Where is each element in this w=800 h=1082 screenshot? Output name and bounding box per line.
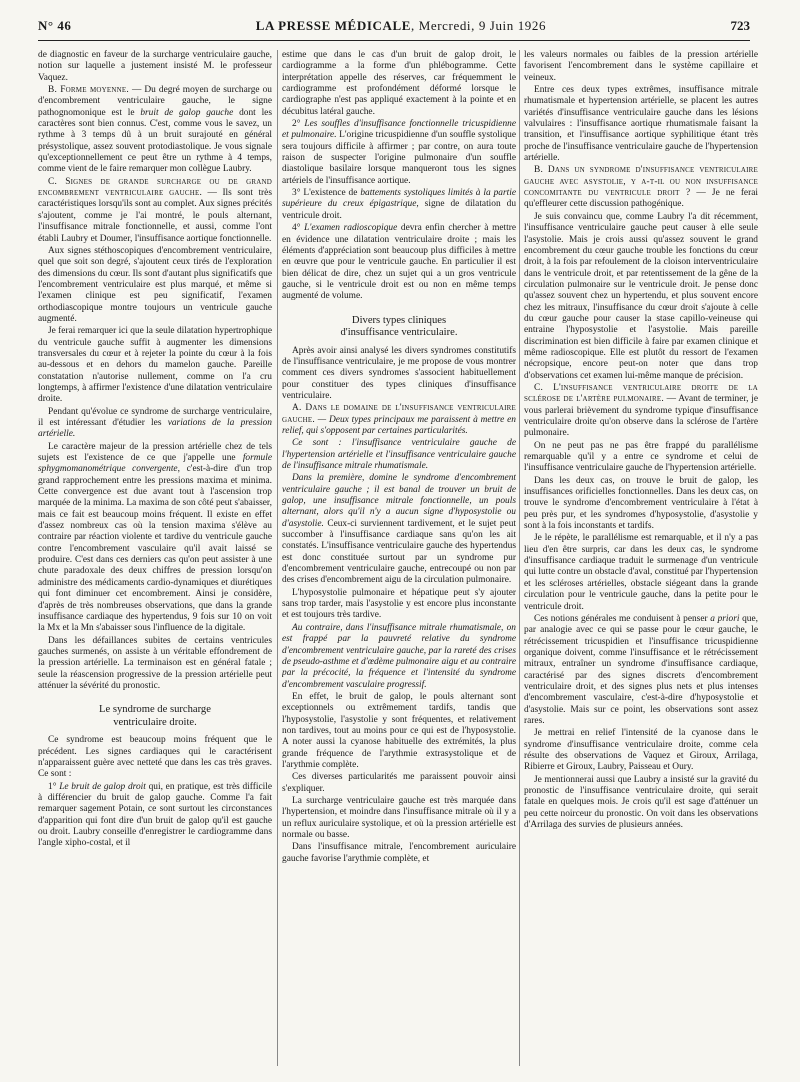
paragraph: Je mentionnerai aussi que Laubry a insisté sur la gravité du pronostic de l'insuffisance ventriculaire droite, qui serait fatale en quelques mois. Je crois qu'il est sage d'atténuer un peu cette noirceur du pronostic. On voit dans les observations d'Arrilaga des survies de plusieurs années. (524, 774, 758, 831)
emphasis: Ce sont : (292, 438, 352, 449)
paragraph: Dans les deux cas, on trouve le bruit de galop, les insuffisances orificielles fonctionnelles. Dans les deux cas, on trouve le syndrome d'encombrement ventriculaire à l'état à peu près pur, et les syndromes d'hyposystolie, d'asystolie y sont à la fois inconstants et tardifs. (524, 475, 758, 532)
page-number: 723 (730, 18, 750, 33)
paragraph: Après avoir ainsi analysé les divers syndromes constitutifs de l'insuffisance ventriculaire, je me propose de vous montrer comment ces divers syndromes s'associent habituellement pour constituer des types cliniques d'insuffisance ventriculaire. (282, 345, 516, 401)
text-run: 3° L'existence de (292, 188, 361, 199)
text-run: devra enfin chercher à mettre en évidence une dilatation ventriculaire droite ; mais les éléments d'appréciation sont beaucoup plus difficiles à mettre en œuvre que pour le ventricule gauche. En particulier il est bien délicat de dire, chez un sujet qui a un gros ventricule gauche, si le ventricule droit est ou non en même temps augmenté de volume. (282, 223, 516, 302)
text-run: Ceux-ci surviennent tardivement, et le sujet peut succomber à l'insuffisance cardiaque sans qu'on les ait constatés. L'insuffisance ventriculaire gauche des hypertendus est donc constituée surtout par un syndrome pur d'encombrement ventriculaire gauche, entrecoupé ou non par des crises d'encombrement aigu de la circulation pulmonaire. (282, 518, 516, 586)
heading-line: Le syndrome de surcharge (99, 704, 211, 716)
emphasis: l'insuffisance ventriculaire gauche de l'hypertension artérielle et l'insuffisance ventriculaire gauche de l'insuffisance mitrale rhumatismale. (282, 438, 516, 471)
text-run: que, par analogie avec ce qui se passe pour le cœur gauche, le rétrécissement tricuspidien et l'insuffisance tricuspidienne organique doivent, comme l'insuffisance et le rétrécissement mitraux, entraîner un syndrome d'insuffisance cardiaque, caractérisé par des signes discrets d'encombrement ventriculaire droit, et des signes plus nets et plus intenses d'encombrement vasculaire, c'est-à-dire d'hyposystolie et d'asystolie. Mais sur ce point, les observations sont assez rares. (524, 613, 758, 726)
paragraph (38, 177, 272, 245)
paragraph: Entre ces deux types extrêmes, insuffisance mitrale rhumatismale et hypertension artérielle, se placent les autres variétés d'insuffisance ventriculaire gauche dans les lésions valvulaires : l'insuffisance aortique rhumatismale faisant la transition, et l'insuffisance aortique syphilitique étant très proche de l'insuffisance ventriculaire gauche de l'hypertension artérielle. (524, 85, 758, 164)
paragraph (282, 403, 516, 437)
heading-line: d'insuffisance ventriculaire. (340, 327, 458, 339)
text-run: Pendant qu'évolue ce syndrome de surcharge ventriculaire, il est intéressant d'étudier les (38, 406, 272, 428)
paragraph (282, 473, 516, 586)
paragraph (38, 782, 272, 850)
text-run: — Ils sont très caractéristiques lorsqu'ils sont au complet. Aux signes précités s'ajoutent, comme je l'ai montré, le pouls alternant, l'insuffisance mitrale fonctionnelle, et aussi, comme l'ont établi Laubry et Doumer, l'insuffisance aortique fonctionnelle. (38, 188, 272, 244)
column-left (38, 50, 272, 1072)
paragraph (38, 442, 272, 635)
paragraph (524, 383, 758, 440)
paragraph: de diagnostic en faveur de la surcharge ventriculaire gauche, notion sur laquelle a justement insisté M. le professeur Vaquez. (38, 50, 272, 83)
paragraph: Aux signes stéthoscopiques d'encombrement ventriculaire, quel que soit son degré, s'ajoutent ceux tirés de l'exploration des dimensions du cœur. Ils sont d'autant plus significatifs que l'encombrement ventriculaire est plus marqué, et même si l'examen clinique est peu significatif, l'examen orthodiascopique montre toujours un ventricule gauche augmenté. (38, 245, 272, 324)
paragraph (38, 407, 272, 441)
column-rule (519, 50, 520, 1066)
emphasis: — Deux types principaux me paraissent à mettre en relief, qui s'opposent par certaines particularités. (282, 414, 516, 436)
text-run: — Du degré moyen de surcharge ou d'encombrement ventriculaire gauche, le signe pathognomonique est le (38, 85, 272, 118)
running-header (38, 18, 750, 41)
paragraph (524, 165, 758, 210)
subsection-label: B. Dans un syndrome d'insuffisance ventriculaire gauche avec asystolie, y a-t-il ou non insuffisance concomitante du ventricule droit ? (524, 165, 758, 199)
issue-date: , Mercredi, 9 Juin 1926 (411, 18, 547, 33)
paragraph: Ce syndrome est beaucoup moins fréquent que le précédent. Les signes cardiaques qui le caractérisent n'apparaissent guère avec netteté que dans les cas très graves. Ce sont : (38, 735, 272, 780)
emphasis: bruit de galop gauche (140, 107, 234, 118)
emphasis: battements systoliques limités à la partie supérieure du creux épigastrique (282, 188, 516, 210)
text-run: , signe de dilatation du ventricule droit. (282, 199, 516, 221)
text-run: , c'est-à-dire d'un trop grand rapprochement entre les pressions maxima et minima. Cette convergence est due avant tout à l'ascension trop marquée de la minima. La maxima de son côté peut s'abaisser, mais ce fait est beaucoup moins fréquent. Il existe en effet d'assez nombreux cas où la tension maxima s'élève au contraire par réaction violente et tardive du ventricule gauche contre l'encombrement vasculaire qu'il avait laissé se produire. C'est dans ces derniers cas qu'on peut assister à une chute paradoxale des deux chiffres de pression lorsqu'on administre des médicaments cardio-dynamiques et diurétiques qui font diminuer cet encombrement. Ainsi je considère, d'après de très nombreuses observations, que dans la grande insuffisance cardiaque des hypertendus, 9 fois sur 10 on voit la Mx et la Mn s'abaisser sous l'influence de la digitale. (38, 464, 272, 634)
paragraph: estime que dans le cas d'un bruit de galop droit, le cardiogramme a la forme d'un phlébogramme. Cette interprétation appelle des réserves, car fréquemment le cardiogramme est profondément déformé lorsque le cardiographe n'est pas appliqué exactement à la pointe et en décubitus latéral gauche. (282, 50, 516, 117)
section-heading (38, 704, 272, 729)
paragraph (282, 438, 516, 472)
paragraph: Je mettrai en relief l'intensité de la cyanose dans le syndrome d'insuffisance ventriculaire droite, comme cela résulte des observations de Vaquez et Giroux, Arrilaga, Ribierre et Giroux, Laubry, Paisseau et Oury. (524, 728, 758, 773)
text-run: L'origine tricuspidienne d'un souffle systolique sera toujours difficile à affirmer ; par contre, on aura toute raison de suspecter l'origine pulmonaire d'un souffle diastolique basilaire lorsque manqueront tous les signes artériels de l'insuffisance aortique. (282, 130, 516, 186)
paragraph: Dans les défaillances subites de certains ventricules gauches surmenés, on assiste à un véritable effondrement de la pression artérielle. La terminaison est en général fatale ; seule la réascension progressive de la pression artérielle peut atténuer la sévérité du pronostic. (38, 635, 272, 691)
heading-line: Divers types cliniques (351, 314, 447, 326)
paragraph: Je suis convaincu que, comme Laubry l'a dit récemment, l'insuffisance ventriculaire gauche peut causer à elle seule l'asystolie. Mais je crois aussi qu'assez souvent le grand encombrement du cœur gauche trouble les fonctions du cœur droit, à la fois par refoulement de la cloison interventriculaire dans le ventricule droit, et par retentissement de la gêne de la circulation pulmonaire sur le ventricule droit. Je pense donc qu'assez souvent chez un hypertendu, et plus souvent encore chez les mitraux, l'insuffisance du cœur droit s'ajoute à celle du cœur gauche pour causer la stase capillo-veineuse qui entraine l'hyposystolie et l'asystolie. Mais pareille discrimination est bien difficile à faire par examen clinique et même radioscopique. Elle est plutôt du ressort de l'examen nécropsique, encore peut-on noter que dans trop d'observations cet examen lui-même manque de précision. (524, 211, 758, 381)
emphasis: L'examen radioscopique (304, 223, 398, 234)
text-run: — Avant de terminer, je vous parlerai brièvement du syndrome typique d'insuffisance ventriculaire droite qu'on observe dans la sclérose de l'artère pulmonaire. (524, 394, 758, 439)
subsection-label: C. Signes de grande surcharge ou de grand encombrement ventriculaire gauche. (38, 176, 272, 199)
emphasis: Dans la première, domine le syndrome d'encombrement ventriculaire gauche ; il est banal de trouver un bruit de galop, une insuffisance mitrale fonctionnelle, un pouls alternant, alors qu'il n'y a aucun signe d'hyposystolie ou d'asystolie. (282, 473, 516, 529)
text-run: dont les caractères sont bien connus. C'est, comme vous le savez, un rythme à 3 temps dû à un bruit surajouté en général présystolique, assez souvent protodiastolique. Je vous signale qu'exceptionnellement ce peut être un rythme à 4 temps, comme vient de le faire remarquer mon collègue Laubry. (38, 107, 272, 175)
paragraph: La surcharge ventriculaire gauche est très marquée dans l'hypertension, et moindre dans l'insuffisance mitrale où il y a un reflux auriculaire systolique, et où la pression artérielle est normale ou basse. (282, 795, 516, 840)
paragraph: Je ferai remarquer ici que la seule dilatation hypertrophique du ventricule gauche suffit à augmenter les dimensions transversales du cœur et à rejeter la pointe du cœur à la fois au-dessous et en dehors du mamelon gauche. Pareille constatation n'autorise nullement, comme on l'a cru longtemps, à affirmer l'existence d'une dilatation ventriculaire droite. (38, 326, 272, 405)
paragraph: En effet, le bruit de galop, le pouls alternant sont exceptionnels ou extrêmement tardifs, tandis que l'hyposystolie, l'asystolie y sont fréquentes, et relativement non tardives, tout au moins pour ce qui est de l'hyposystolie. A noter aussi la cyanose habituelle des extrémités, la plus grande fréquence de l'arythmie extrasystolique et de l'arythmie complète. (282, 691, 516, 770)
column-right (524, 50, 758, 1072)
emphasis: Le bruit de galop droit (59, 781, 146, 792)
text-run: Ces notions générales me conduisent à penser (534, 613, 711, 624)
paragraph: L'hyposystolie pulmonaire et hépatique peut s'y ajouter sans trop tarder, mais l'asystolie y est encore plus inconstante et est toujours très tardive. (282, 587, 516, 621)
subsection-label: C. L'insuffisance ventriculaire droite de la sclérose de l'artère pulmonaire. (524, 382, 758, 405)
emphasis: Les souffles d'insuffisance fonctionnelle tricuspidienne et pulmonaire. (282, 119, 516, 141)
text-run: 4° (292, 223, 305, 234)
paragraph (38, 85, 272, 176)
emphasis: variations de la pression artérielle. (38, 418, 272, 440)
paragraph: Je le répète, le parallélisme est remarquable, et il n'y a pas lieu d'en être surpris, car dans les deux cas, le syndrome d'insuffisance cardiaque traduit le surmenage d'un ventricule qui lutte contre un obstacle d'aval, constitué par l'hypertension et les scléroses artérielles, obstacle siégeant dans la grande circulation pour le ventricule gauche, dans la petite pour le ventricule droit. (524, 533, 758, 612)
paragraph: Ces diverses particularités me paraissent pouvoir ainsi s'expliquer. (282, 772, 516, 794)
paragraph: On ne peut pas ne pas être frappé du parallélisme remarquable qu'il y a entre ce syndrome et celui de l'insuffisance ventriculaire gauche de l'hypertension artérielle. (524, 440, 758, 474)
paragraph (282, 188, 516, 222)
subsection-label: B. Forme moyenne. (48, 85, 129, 96)
text-run: 1° (48, 781, 60, 792)
paragraph (282, 119, 516, 187)
heading-line: ventriculaire droite. (113, 716, 197, 728)
paragraph (524, 614, 758, 727)
section-heading (282, 315, 516, 340)
column-middle (282, 50, 516, 1072)
issue-number: N° 46 (38, 18, 72, 33)
emphasis: a priori (710, 613, 740, 624)
paragraph: les valeurs normales ou faibles de la pression artérielle favorisent l'encombrement dans le système capillaire et veineux. (524, 50, 758, 83)
emphasis: formule sphygmomanométrique convergente (38, 453, 272, 475)
paragraph: Dans l'insuffisance mitrale, l'encombrement auriculaire gauche favorise l'arythmie complète, et (282, 842, 516, 864)
text-run: 2° (292, 119, 305, 130)
column-rule (277, 50, 278, 1066)
text-run: Le caractère majeur de la pression artérielle chez de tels sujets est l'existence de ce que j'appelle une (38, 441, 272, 464)
text-run: — Je ne ferai qu'effleurer cette discussion pathogénique. (524, 188, 758, 210)
paragraph (282, 223, 516, 302)
text-run: qui, en pratique, est très difficile à différencier du bruit de galop gauche. Comme l'a fait remarquer sagement Potain, ce sont surtout les circonstances d'apparition qui font dire d'un bruit de galop qu'il est gauche ou droit. Laubry conseille d'enregistrer le cardiogramme dans l'angle xipho-costal, et il (38, 781, 272, 849)
journal-title (256, 18, 546, 34)
paragraph: Au contraire, dans l'insuffisance mitrale rhumatismale, on est frappé par la pauvreté relative du syndrome d'encombrement ventriculaire gauche, par la rareté des crises de pseudo-asthme et d'œdème pulmonaire aigu et au contraire par la précocité, la fréquence et l'intensité du syndrome d'encombrement vasculaire progressif. (282, 622, 516, 690)
journal-name: LA PRESSE MÉDICALE (255, 18, 411, 33)
subsection-label: A. Dans le domaine de l'insuffisance ventriculaire gauche. (282, 403, 516, 425)
